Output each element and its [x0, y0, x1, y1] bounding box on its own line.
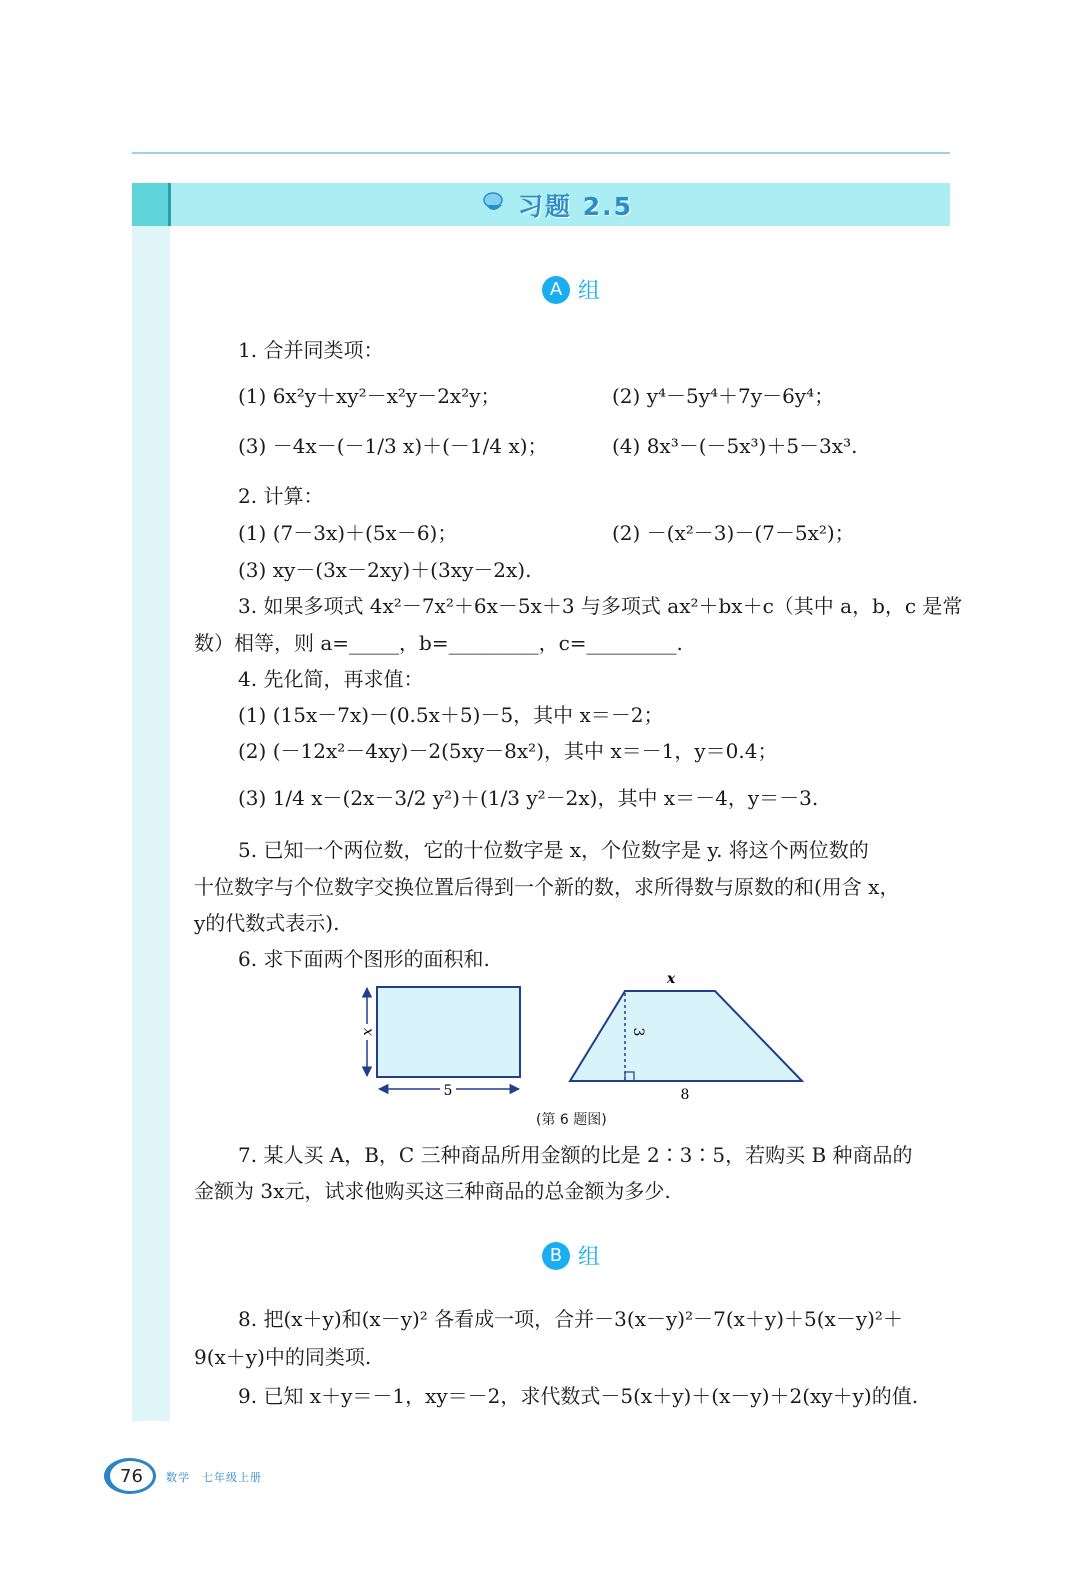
title-tab	[132, 183, 171, 226]
q3-line2: 数）相等，则 a=_____，b=_________，c=_________.	[194, 631, 683, 655]
q2-part1: (1) (7－3x)＋(5x－6)；	[238, 521, 458, 545]
q8-line1: 8. 把(x＋y)和(x－y)² 各看成一项，合并－3(x－y)²－7(x＋y)＋5(x－y)²＋	[238, 1307, 903, 1331]
q8-line2: 9(x＋y)中的同类项.	[194, 1345, 372, 1369]
q5-line1: 5. 已知一个两位数，它的十位数字是 x，个位数字是 y. 将这个两位数的	[238, 838, 869, 862]
rectangle-shape	[377, 987, 520, 1077]
group-b-heading	[0, 1240, 1080, 1271]
q4-part1: (1) (15x－7x)－(0.5x＋5)－5，其中 x＝－2；	[238, 703, 664, 727]
q3-line1: 3. 如果多项式 4x²－7x²＋6x－5x＋3 与多项式 ax²＋bx＋c（其中 a，b，c 是常	[238, 594, 963, 618]
top-rule	[132, 152, 950, 154]
left-margin-band	[132, 183, 170, 1421]
q1-part4: (4) 8x³－(－5x³)＋5－3x³.	[612, 434, 858, 458]
q1-part3: (3) －4x－(－1/3 x)＋(－1/4 x)；	[238, 434, 548, 458]
rect-width-label: 5	[443, 1083, 453, 1099]
trapezoid-top-label: x	[666, 972, 676, 987]
figure-caption: (第 6 题图)	[536, 1112, 607, 1128]
group-a-badge: A	[542, 276, 570, 304]
q4-part3: (3) 1/4 x－(2x－3/2 y²)＋(1/3 y²－2x)，其中 x＝－4，y＝－3.	[238, 786, 819, 810]
book-title: 数学 七年级上册	[166, 1471, 262, 1484]
page-number-badge	[104, 1458, 156, 1494]
group-b-badge: B	[542, 1242, 570, 1270]
group-a-heading	[0, 274, 1080, 305]
group-b-label: 组	[577, 1245, 600, 1270]
group-a-label: 组	[577, 279, 600, 304]
q1-part1: (1) 6x²y＋xy²－x²y－2x²y；	[238, 384, 501, 408]
trapezoid-bottom-label: 8	[680, 1087, 690, 1102]
q7-line1: 7. 某人买 A，B，C 三种商品所用金额的比是 2∶3∶5，若购买 B 种商品的	[238, 1143, 913, 1167]
bulb-icon	[482, 191, 508, 219]
rect-height-label: x	[360, 1028, 376, 1036]
page-number: 76	[120, 1465, 143, 1487]
trapezoid-shape	[570, 991, 802, 1081]
q9-line1: 9. 已知 x＋y＝－1，xy＝－2，求代数式－5(x＋y)＋(x－y)＋2(xy＋y)的值.	[238, 1384, 919, 1408]
title-wrap	[482, 187, 633, 222]
q4-head: 4. 先化简，再求值：	[238, 667, 424, 691]
q6-head: 6. 求下面两个图形的面积和.	[238, 947, 490, 971]
q5-line3: y的代数式表示).	[194, 911, 340, 935]
exercise-title-bar	[132, 183, 950, 226]
page-title: 习题 2.5	[518, 191, 633, 221]
q6-figure	[355, 972, 815, 1102]
q2-head: 2. 计算：	[238, 484, 324, 508]
trapezoid-height-label: 3	[630, 1027, 646, 1037]
q5-line2: 十位数字与个位数字交换位置后得到一个新的数，求所得数与原数的和(用含 x，	[194, 875, 900, 899]
q7-line2: 金额为 3x元，试求他购买这三种商品的总金额为多少.	[194, 1179, 671, 1203]
q4-part2: (2) (－12x²－4xy)－2(5xy－8x²)，其中 x＝－1，y＝0.4；	[238, 739, 778, 763]
q1-part2: (2) y⁴－5y⁴＋7y－6y⁴；	[612, 384, 835, 408]
q2-part3: (3) xy－(3x－2xy)＋(3xy－2x).	[238, 558, 532, 582]
q1-head: 1. 合并同类项：	[238, 338, 384, 362]
q2-part2: (2) －(x²－3)－(7－5x²)；	[612, 521, 855, 545]
